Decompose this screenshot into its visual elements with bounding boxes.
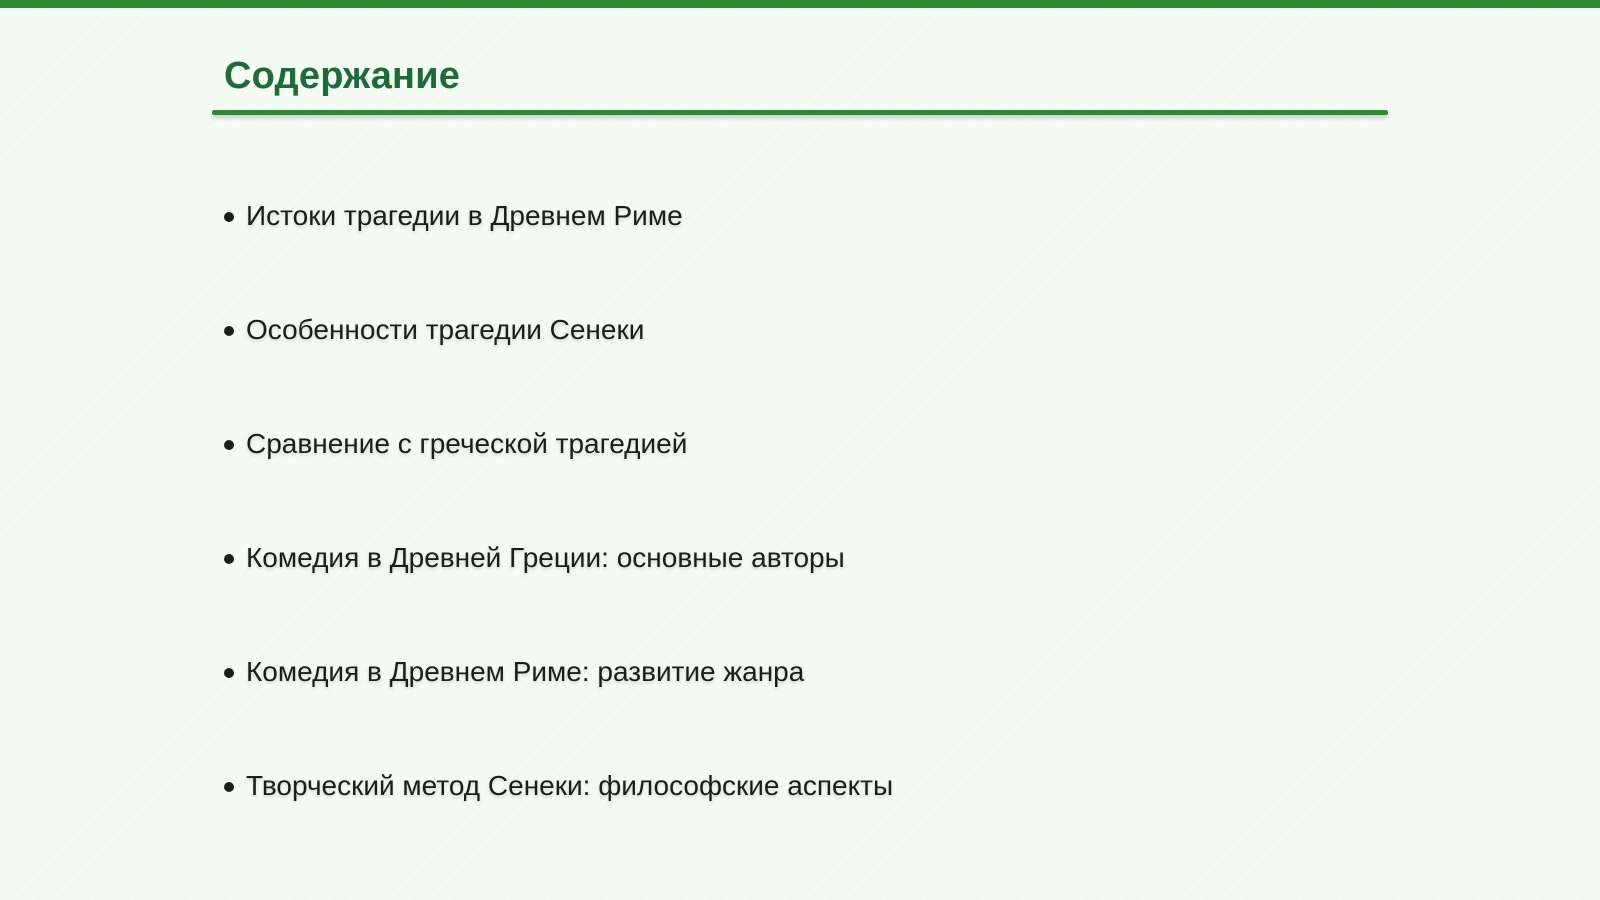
contents-item-label: Творческий метод Сенеки: философские аспекты bbox=[246, 770, 894, 801]
bullet-icon bbox=[224, 440, 234, 450]
contents-item bbox=[224, 424, 893, 538]
bullet-icon bbox=[224, 554, 234, 564]
contents-item-label: Истоки трагедии в Древнем Риме bbox=[246, 200, 683, 231]
bullet-icon bbox=[224, 782, 234, 792]
title-underline bbox=[212, 110, 1388, 115]
contents-item-label: Сравнение с греческой трагедией bbox=[246, 428, 688, 459]
contents-item bbox=[224, 538, 893, 652]
contents-item bbox=[224, 652, 893, 766]
contents-item-label: Комедия в Древнем Риме: развитие жанра bbox=[246, 656, 805, 687]
contents-list bbox=[224, 196, 893, 880]
bullet-icon bbox=[224, 212, 234, 222]
bullet-icon bbox=[224, 326, 234, 336]
bullet-icon bbox=[224, 668, 234, 678]
contents-item bbox=[224, 766, 893, 880]
contents-item-label: Комедия в Древней Греции: основные авторы bbox=[246, 542, 845, 573]
slide-title: Содержание bbox=[224, 55, 461, 97]
contents-item-label: Особенности трагедии Сенеки bbox=[246, 314, 645, 345]
contents-item bbox=[224, 310, 893, 424]
contents-item bbox=[224, 196, 893, 310]
